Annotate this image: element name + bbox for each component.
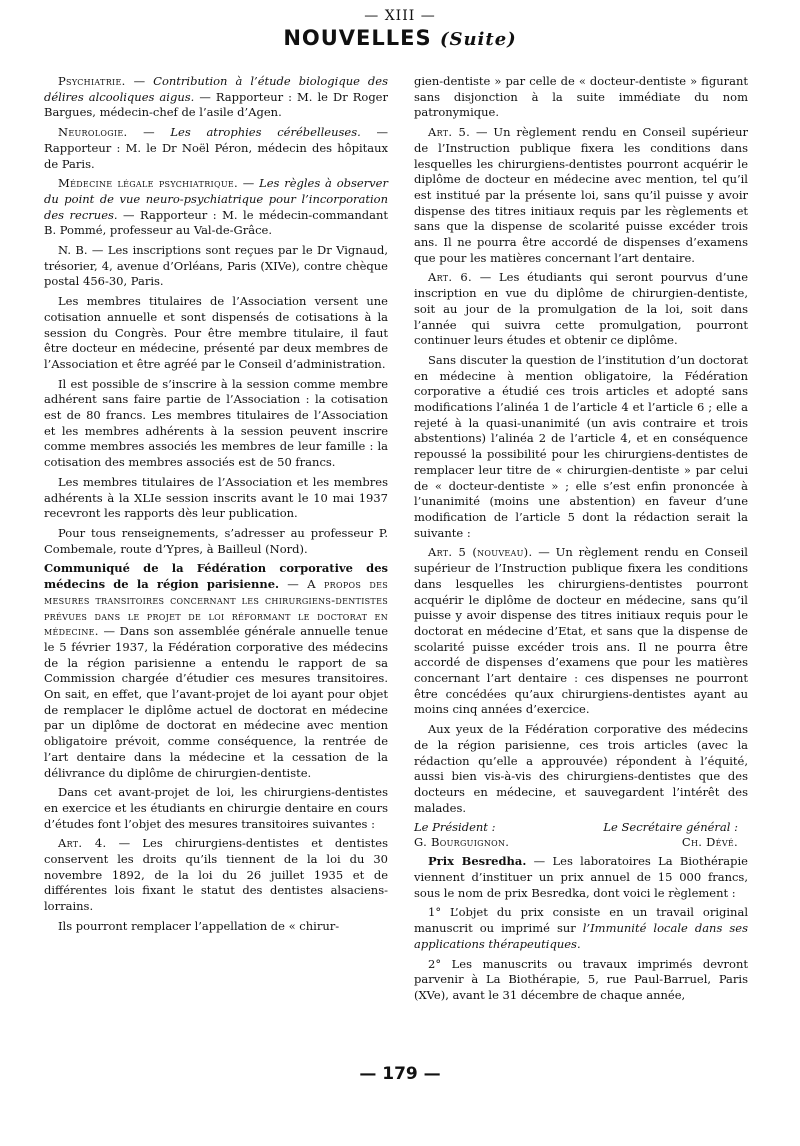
paragraph-rapports: Les membres titulaires de l’Association et les membres adhérents à la XLIe session inscrits avant le 10 mai 1937 recevront les rapports dès leur publication.	[44, 474, 388, 521]
paragraph-text: — Les laboratoires La Biothérapie viennent d’instituer un prix annuel de 15 000 francs, sous le nom de prix Besredka, dont voici le règlement :	[414, 854, 748, 900]
paragraph-conclusion: Aux yeux de la Fédération corporative des médecins de la région parisienne, ces trois articles (avec la rédaction qu’elle a approuvée) répondent à l’équité, aussi bien vis-à-vis des chirurgiens-dentistes que des docteurs en médecine, et sauvegardent l’intérêt des malades.	[414, 722, 748, 815]
right-column	[414, 74, 748, 1008]
paragraph-article-4	[44, 836, 388, 915]
signature-names	[414, 835, 748, 850]
paragraph-communique	[44, 561, 388, 781]
article-label: Art. 5 (nouveau).	[428, 545, 533, 560]
president-name: G. Bourguignon.	[414, 835, 510, 850]
title-text: NOUVELLES	[283, 26, 432, 50]
paragraph-text: — Un règlement rendu en Conseil supérieur de l’Instruction publique fixera les conditions dans lesquelles les chirurgiens-dentistes pourront acquérir le diplôme de docteur en médecine avec mention, tel qu’il est institué par la présente loi, sans qu’il puisse y avoir dispense des titres initiaux requis par les règlements et sans que la dispense de scolarité puisse excéder trois ans. Il ne pourra être accordé de dispenses d’examens que pour les matières concernant l’art dentaire.	[414, 125, 748, 265]
secretary-label: Le Secrétaire général :	[603, 820, 738, 835]
page-title	[0, 26, 800, 50]
paragraph-manuscrits: 2° Les manuscrits ou travaux imprimés devront parvenir à La Biothérapie, 5, rue Paul-Barruel, Paris (XVe), avant le 31 décembre de chaque année,	[414, 956, 748, 1002]
title-suffix: (Suite)	[439, 29, 517, 50]
report-title: Les atrophies cérébelleuses.	[170, 125, 361, 140]
paragraph-renseignements: Pour tous renseignements, s’adresser au professeur P. Combemale, route d’Ypres, à Bailleul (Nord).	[44, 525, 388, 556]
paragraph-appellation: Ils pourront remplacer l’appellation de « chirur-	[58, 918, 340, 933]
paragraph-text: — Les chirurgiens-dentistes et dentistes conservent les droits qu’ils tiennent de la loi du 30 novembre 1892, de la loi du 26 juillet 1935 et de différentes lois fixant le statut des dentistes alsaciens-lorrains.	[44, 836, 388, 914]
communique-heading: Communiqué de la Fédération corporative des médecins de la région parisienne.	[44, 561, 388, 592]
communique-subject: — A propos des mesures transitoires concernant les chirurgiens-dentistes prévues dans le projet de loi réformant le doctorat en médecine.	[44, 577, 388, 639]
paragraph-membres-titulaires: Les membres titulaires de l’Association versent une cotisation annuelle et sont dispensés de cotisations à la session du Congrès. Pour être membre titulaire, il faut être docteur en médecine, présenté par deux membres de l’Association et être agréé par le Conseil d’administration.	[44, 294, 388, 371]
paragraph-article-5	[414, 125, 748, 266]
paragraph-continuation: gien-dentiste » par celle de « docteur-dentiste » figurant sans disjonction à la suite immédiate du nom patronymique.	[414, 74, 748, 120]
section-label: Neurologie.	[58, 125, 128, 140]
paragraph-article-5-nouveau	[414, 545, 748, 718]
paragraph-discussion: Sans discuter la question de l’institution d’un doctorat en médecine à mention obligatoire, la Fédération corporative a étudié ces trois articles et adopté sans modifications l’alinéa 1 de l’article 4 et l’article 6 ; elle a rejeté à la quasi-unanimité (un avis contraire et trois abstentions) l’alinéa 2 de l’article 4, et en conséquence repoussé la possibilité pour les chirurgiens-dentistes de remplacer leur titre de « chirurgien-dentiste » par celui de « docteur-dentiste » ; elle s’est enfin prononcée à l’unanimité (moins une abstention) en faveur d’une modification de l’article 5 dont la rédaction serait la suivante :	[414, 352, 748, 540]
paragraph-text: — Les étudiants qui seront pourvus d’une inscription en vue du diplôme de chirurgien-dentiste, soit au jour de la promulgation de la loi, soit dans l’année qui suivra cette promulgation, pourront continuer leurs études et obtenir ce diplôme.	[414, 270, 748, 348]
report-title: Les règles à observer du point de vue neuro-psychiatrique pour l’incorporation des recrues.	[44, 176, 388, 222]
paragraph-psychiatrie: Psychiatrie. — Contribution à l’étude biologique des délires alcooliques aigus. — Rapporteur : M. le Dr Roger Bargues, médecin-chef de l’asile d’Agen.	[44, 74, 389, 120]
paragraph-text: — Dans son assemblée générale annuelle tenue le 5 février 1937, la Fédération corporative des médecins de la région parisienne a entendu le rapport de sa Commission chargée d’étudier ces mesures transitoires. On sait, en effet, que l’avant-projet de loi ayant pour objet de remplacer le diplôme actuel de doctorat en médecine par un diplôme de doctorat en médecine avec mention obligatoire prévoit, comme conséquence, la rentrée de l’art dentaire dans la médecine et la cessation de la délivrance du diplôme de chirurgien-dentiste.	[44, 624, 388, 780]
prix-heading: Prix Besredha.	[428, 854, 527, 869]
article-label: Art. 4.	[58, 836, 107, 851]
left-column	[44, 74, 388, 939]
president-label: Le Président :	[414, 820, 496, 835]
paragraph-nb-inscriptions: N. B. — Les inscriptions sont reçues par le Dr Vignaud, trésorier, 4, avenue d’Orléans, Paris (XIVe), contre chèque postal 456-30, Paris.	[44, 243, 388, 289]
page-number: — 179 —	[359, 1064, 441, 1084]
paragraph-article-6	[414, 270, 748, 349]
paragraph-text: — Rapporteur : M. le médecin-commandant B. Pommé, professeur au Val-de-Grâce.	[44, 207, 388, 238]
paragraph-membre-adherent: Il est possible de s’inscrire à la session comme membre adhérent sans faire partie de l’Association : la cotisation est de 80 francs. Les membres titulaires de l’Association et les membres adhérents à la session peuvent inscrire comme membres associés les membres de leur famille : la cotisation des membres associés est de 50 francs.	[44, 376, 388, 470]
paragraph-text: — Rapporteur : M. le Dr Noël Péron, médecin des hôpitaux de Paris.	[44, 125, 388, 171]
paragraph-neurologie: Neurologie. — Les atrophies cérébelleuses. — Rapporteur : M. le Dr Noël Péron, médecin des hôpitaux de Paris.	[44, 125, 388, 171]
paragraph-text: — Un règlement rendu en Conseil supérieur de l’Instruction publique fixera les conditions dans lesquelles les chirurgiens-dentistes pourront acquérir le diplôme de docteur en médecine, sans qu’il puisse y avoir dispense des titres initiaux requis pour le doctorat en médecine d’Etat, et sans que la dispense de scolarité puisse excéder trois ans. Il ne pourra être accordé de dispenses d’examens que pour les matières concernant l’art dentaire : ces dispenses ne pourront être concédées qu’aux chirurgiens-dentistes ayant au moins cinq années d’exercice.	[414, 545, 748, 717]
paragraph-text: 1° L’objet du prix consiste en un travail original manuscrit ou imprimé sur	[414, 905, 748, 936]
section-label: Psychiatrie.	[58, 74, 126, 88]
paragraph-prix-besredha	[414, 854, 748, 901]
section-roman-numeral: — XIII —	[364, 8, 436, 24]
paragraph-text: — Rapporteur : M. le Dr Roger Bargues, médecin-chef de l’asile d’Agen.	[44, 89, 388, 120]
secretary-name: Ch. Dévé.	[681, 835, 738, 850]
report-title: Contribution à l’étude biologique des délires alcooliques aigus.	[44, 74, 389, 104]
page-header	[0, 8, 800, 50]
signature-labels	[414, 820, 748, 835]
paragraph-objet-prix	[414, 905, 748, 952]
prix-subject: l’Immunité locale dans ses applications thérapeutiques.	[414, 921, 748, 951]
paragraph-medecine-legale: Médecine légale psychiatrique. — Les règles à observer du point de vue neuro-psychiatrique pour l’incorporation des recrues. — Rapporteur : M. le médecin-commandant B. Pommé, professeur au Val-de-Grâce.	[44, 176, 388, 238]
paragraph-avant-projet: Dans cet avant-projet de loi, les chirurgiens-dentistes en exercice et les étudiants en chirurgie dentaire en cours d’études font l’objet des mesures transitoires suivantes :	[44, 785, 388, 831]
article-label: Art. 6.	[428, 270, 473, 285]
section-label: Médecine légale psychiatrique.	[58, 176, 238, 191]
article-label: Art. 5.	[428, 125, 471, 140]
